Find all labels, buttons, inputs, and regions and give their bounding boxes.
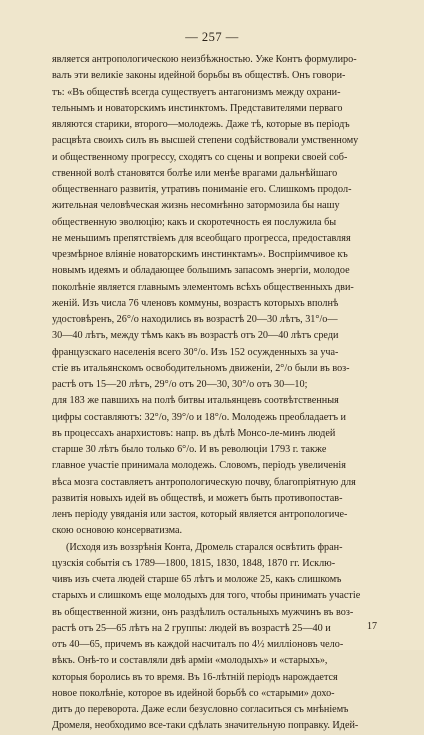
text-line: ленъ періоду увяданія или застоя, который является антропологиче- (52, 509, 348, 520)
text-line: вѣкъ. Онѣ-то и составляли двѣ арміи «молодыхъ» и «старыхъ», (52, 655, 328, 667)
text-line: расцвѣта своихъ силъ въ высшей степени содѣйствовали умственному (52, 135, 359, 147)
text-line: являются старики, второго—молодежь. Даже тѣ, которые въ періодъ (52, 119, 350, 130)
text-line: жительная человѣческая жизнь несомнѣнно затормозила бы нашу (52, 200, 340, 212)
text-line: стіе въ итальянскомъ освободительномъ движеніи, 2°/о были въ воз- (52, 362, 350, 374)
text-line: удостовѣренъ, 26°/о находились въ возрастѣ 20—30 лѣтъ, 31°/о— (52, 314, 338, 325)
text-line: растѣ отъ 25—65 лѣтъ на 2 группы: людей въ возрастѣ 25—40 и (52, 622, 331, 634)
text-line: которыя боролись въ то время. Въ 16-лѣтній періодъ нарождается (52, 671, 338, 683)
text-line: Дромеля, необходимо все-таки сдѣлать значительную поправку. Идей- (52, 720, 359, 732)
text-line: въ общественной жизни, онъ раздѣлилъ остальныхъ мужчинъ въ воз- (52, 606, 354, 618)
text-line: валъ эти великіе законы идейной борьбы въ обществѣ. Онъ говори- (52, 70, 346, 82)
body-text (52, 52, 380, 735)
text-line: тъ: «Въ обществѣ всегда существуетъ антагонизмъ между охрани- (52, 86, 341, 98)
text-line: цузскія событія съ 1789—1800, 1815, 1830, 1848, 1870 гг. Исклю- (52, 557, 336, 569)
text-line: скою основою консерватизма. (52, 525, 183, 537)
text-line: старыхъ и слишкомъ еще молодыхъ для того, чтобы принимать участіе (52, 590, 361, 602)
text-line: растѣ отъ 15—20 лѣтъ, 29°/о отъ 20—30, 30°/о отъ 30—10; (52, 379, 308, 390)
text-line: и общественному прогрессу, сходятъ со сцены и вопреки своей соб- (52, 151, 348, 163)
text-line: для 183 же павшихъ на полѣ битвы итальянцевъ соотвѣтственныя (52, 395, 339, 407)
text-line: (Исходя изъ воззрѣнія Конта, Дромель старался освѣтить фран- (66, 541, 343, 553)
text-line: ственной волѣ становятся болѣе или менѣе врагами дальнѣйшаго (52, 167, 338, 179)
text-line: французскаго населенія всего 30°/о. Изъ 152 осужденныхъ за уча- (52, 346, 339, 358)
text-line: въ процессахъ анархистовъ: напр. въ дѣлѣ Монсо-ле-минъ людей (52, 427, 336, 439)
text-line: общественную эволюцію; какъ и скоротечность ея послужила бы (52, 216, 337, 228)
text-line: новымъ идеямъ и обладающее большимъ запасомъ энергіи, молодое (52, 265, 350, 277)
text-line: 30—40 лѣтъ, между тѣмъ какъ въ возрастѣ отъ 20—40 лѣтъ среди (52, 330, 339, 342)
text-line: отъ 40—65, причемъ въ каждой насчиталъ по 4½ милліоновъ чело- (52, 639, 344, 650)
text-line: является антропологическою неизбѣжностью. Уже Контъ формулиро- (52, 54, 357, 65)
text-line: старше 30 лѣтъ было только 6°/о. И въ революціи 1793 г. также (52, 444, 327, 455)
page-number-header: — 257 — (185, 30, 239, 44)
text-line: развитія новыхъ идей въ обществѣ, и можетъ быть противопостав- (52, 492, 343, 504)
text-line: цифры составляютъ: 32°/о, 39°/о и 18°/о. Молодежь преобладаетъ и (52, 411, 347, 423)
text-line: поколѣніе является главнымъ элементомъ всѣхъ общественныхъ дви- (52, 281, 354, 293)
text-line: главное участіе принимала молодежь. Словомъ, періодъ увеличенія (52, 460, 346, 472)
text-line: женій. Изъ числа 76 членовъ коммуны, возрастъ которыхъ вполнѣ (52, 297, 339, 309)
signature-mark: 17 (367, 621, 377, 632)
text-line: чрезмѣрное вліяніе новаторскимъ инстинктамъ». Воспріимчивое къ (52, 249, 348, 260)
text-line: новое поколѣніе, которое въ идейной борьбѣ со «старыми» дохо- (52, 687, 335, 699)
text-line: вѣса мозга составляетъ антропологическую почву, благопріятную для (52, 476, 356, 488)
text-line: дитъ до переворота. Даже если безусловно согласиться съ мнѣніемъ (52, 704, 349, 715)
text-line: общественнаго развитія, утративъ пониманіе его. Слишкомъ продол- (52, 184, 352, 195)
text-line: чивъ изъ счета людей старше 65 лѣтъ и моложе 25, какъ слишкомъ (52, 574, 342, 585)
text-line: не меньшимъ препятствіемъ для всеобщаго прогресса, предоставляя (52, 232, 351, 244)
text-line: тельнымъ и новаторскимъ инстинктомъ. Представителями перваго (52, 102, 343, 114)
